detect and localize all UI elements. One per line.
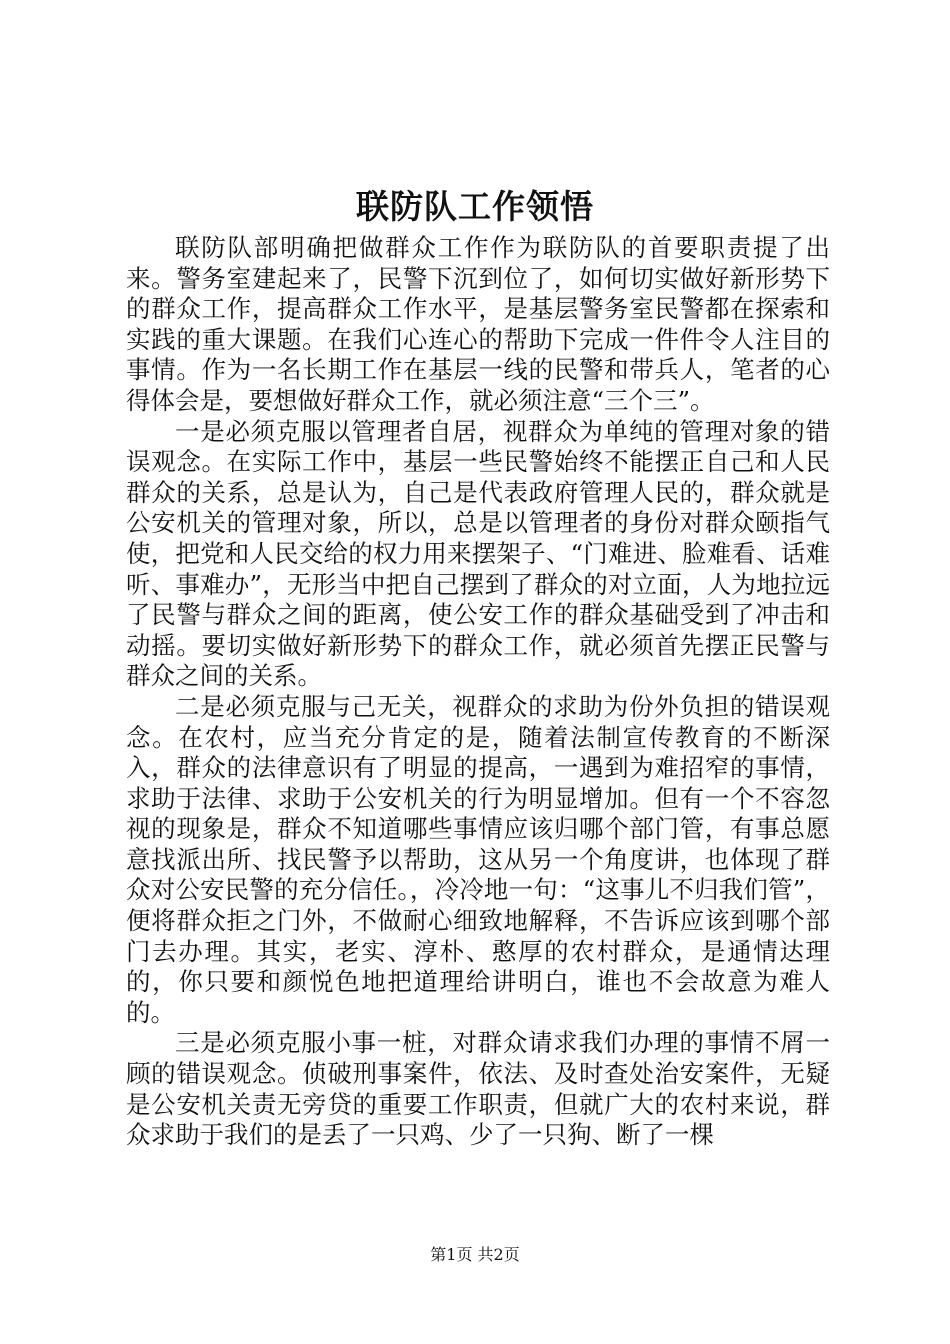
paragraph-point-two: 二是必须克服与己无关，视群众的求助为份外负担的错误观念。在农村，应当充分肯定的是，随着法制宣传教育的不断深入，群众的法律意识有了明显的提高，一遇到为难招窄的事情，求助于法律、求助于公安机关的行为明显增加。但有一个不容忽视的现象是，群众不知道哪些事情应该归哪个部门管，有事总愿意找派出所、找民警予以帮助，这从另一个角度讲，也体现了群众对公安民警的充分信任。，冷冷地一句：“这事儿不归我们管”，便将群众拒之门外，不做耐心细致地解释，不告诉应该到哪个部门去办理。其实，老实、淳朴、憨厚的农村群众，是通情达理的，你只要和颜悦色地把道理给讲明白，谁也不会故意为难人的。 <box>126 691 830 1027</box>
document-title: 联防队工作领悟 <box>356 187 594 226</box>
paragraph-point-one: 一是必须克服以管理者自居，视群众为单纯的管理对象的错误观念。在实际工作中，基层一些民警始终不能摆正自己和人民群众的关系，总是认为，自己是代表政府管理人民的，群众就是公安机关的管理对象，所以，总是以管理者的身份对群众颐指气使，把党和人民交给的权力用来摆架子、“门难进、脸难看、话难听、事难办”，无形当中把自己摆到了群众的对立面，人为地拉远了民警与群众之间的距离，使公安工作的群众基础受到了冲击和动摇。要切实做好新形势下的群众工作，就必须首先摆正民警与群众之间的关系。 <box>126 416 830 691</box>
paragraph-intro: 联防队部明确把做群众工作作为联防队的首要职责提了出来。警务室建起来了，民警下沉到位了，如何切实做好新形势下的群众工作，提高群众工作水平，是基层警务室民警都在探索和实践的重大课题。在我们心连心的帮助下完成一件件令人注目的事情。作为一名长期工作在基层一线的民警和带兵人，笔者的心得体会是，要想做好群众工作，就必须注意“三个三”。 <box>126 233 830 415</box>
page-number-label: 第1页 共2页 <box>430 1245 520 1264</box>
page-footer <box>0 1243 950 1267</box>
document-body <box>126 233 830 1151</box>
paragraph-point-three: 三是必须克服小事一桩，对群众请求我们办理的事情不屑一顾的错误观念。侦破刑事案件，依法、及时查处治安案件，无疑是公安机关责无旁贷的重要工作职责，但就广大的农村来说，群众求助于我们的是丢了一只鸡、少了一只狗、断了一棵 <box>126 1028 830 1150</box>
